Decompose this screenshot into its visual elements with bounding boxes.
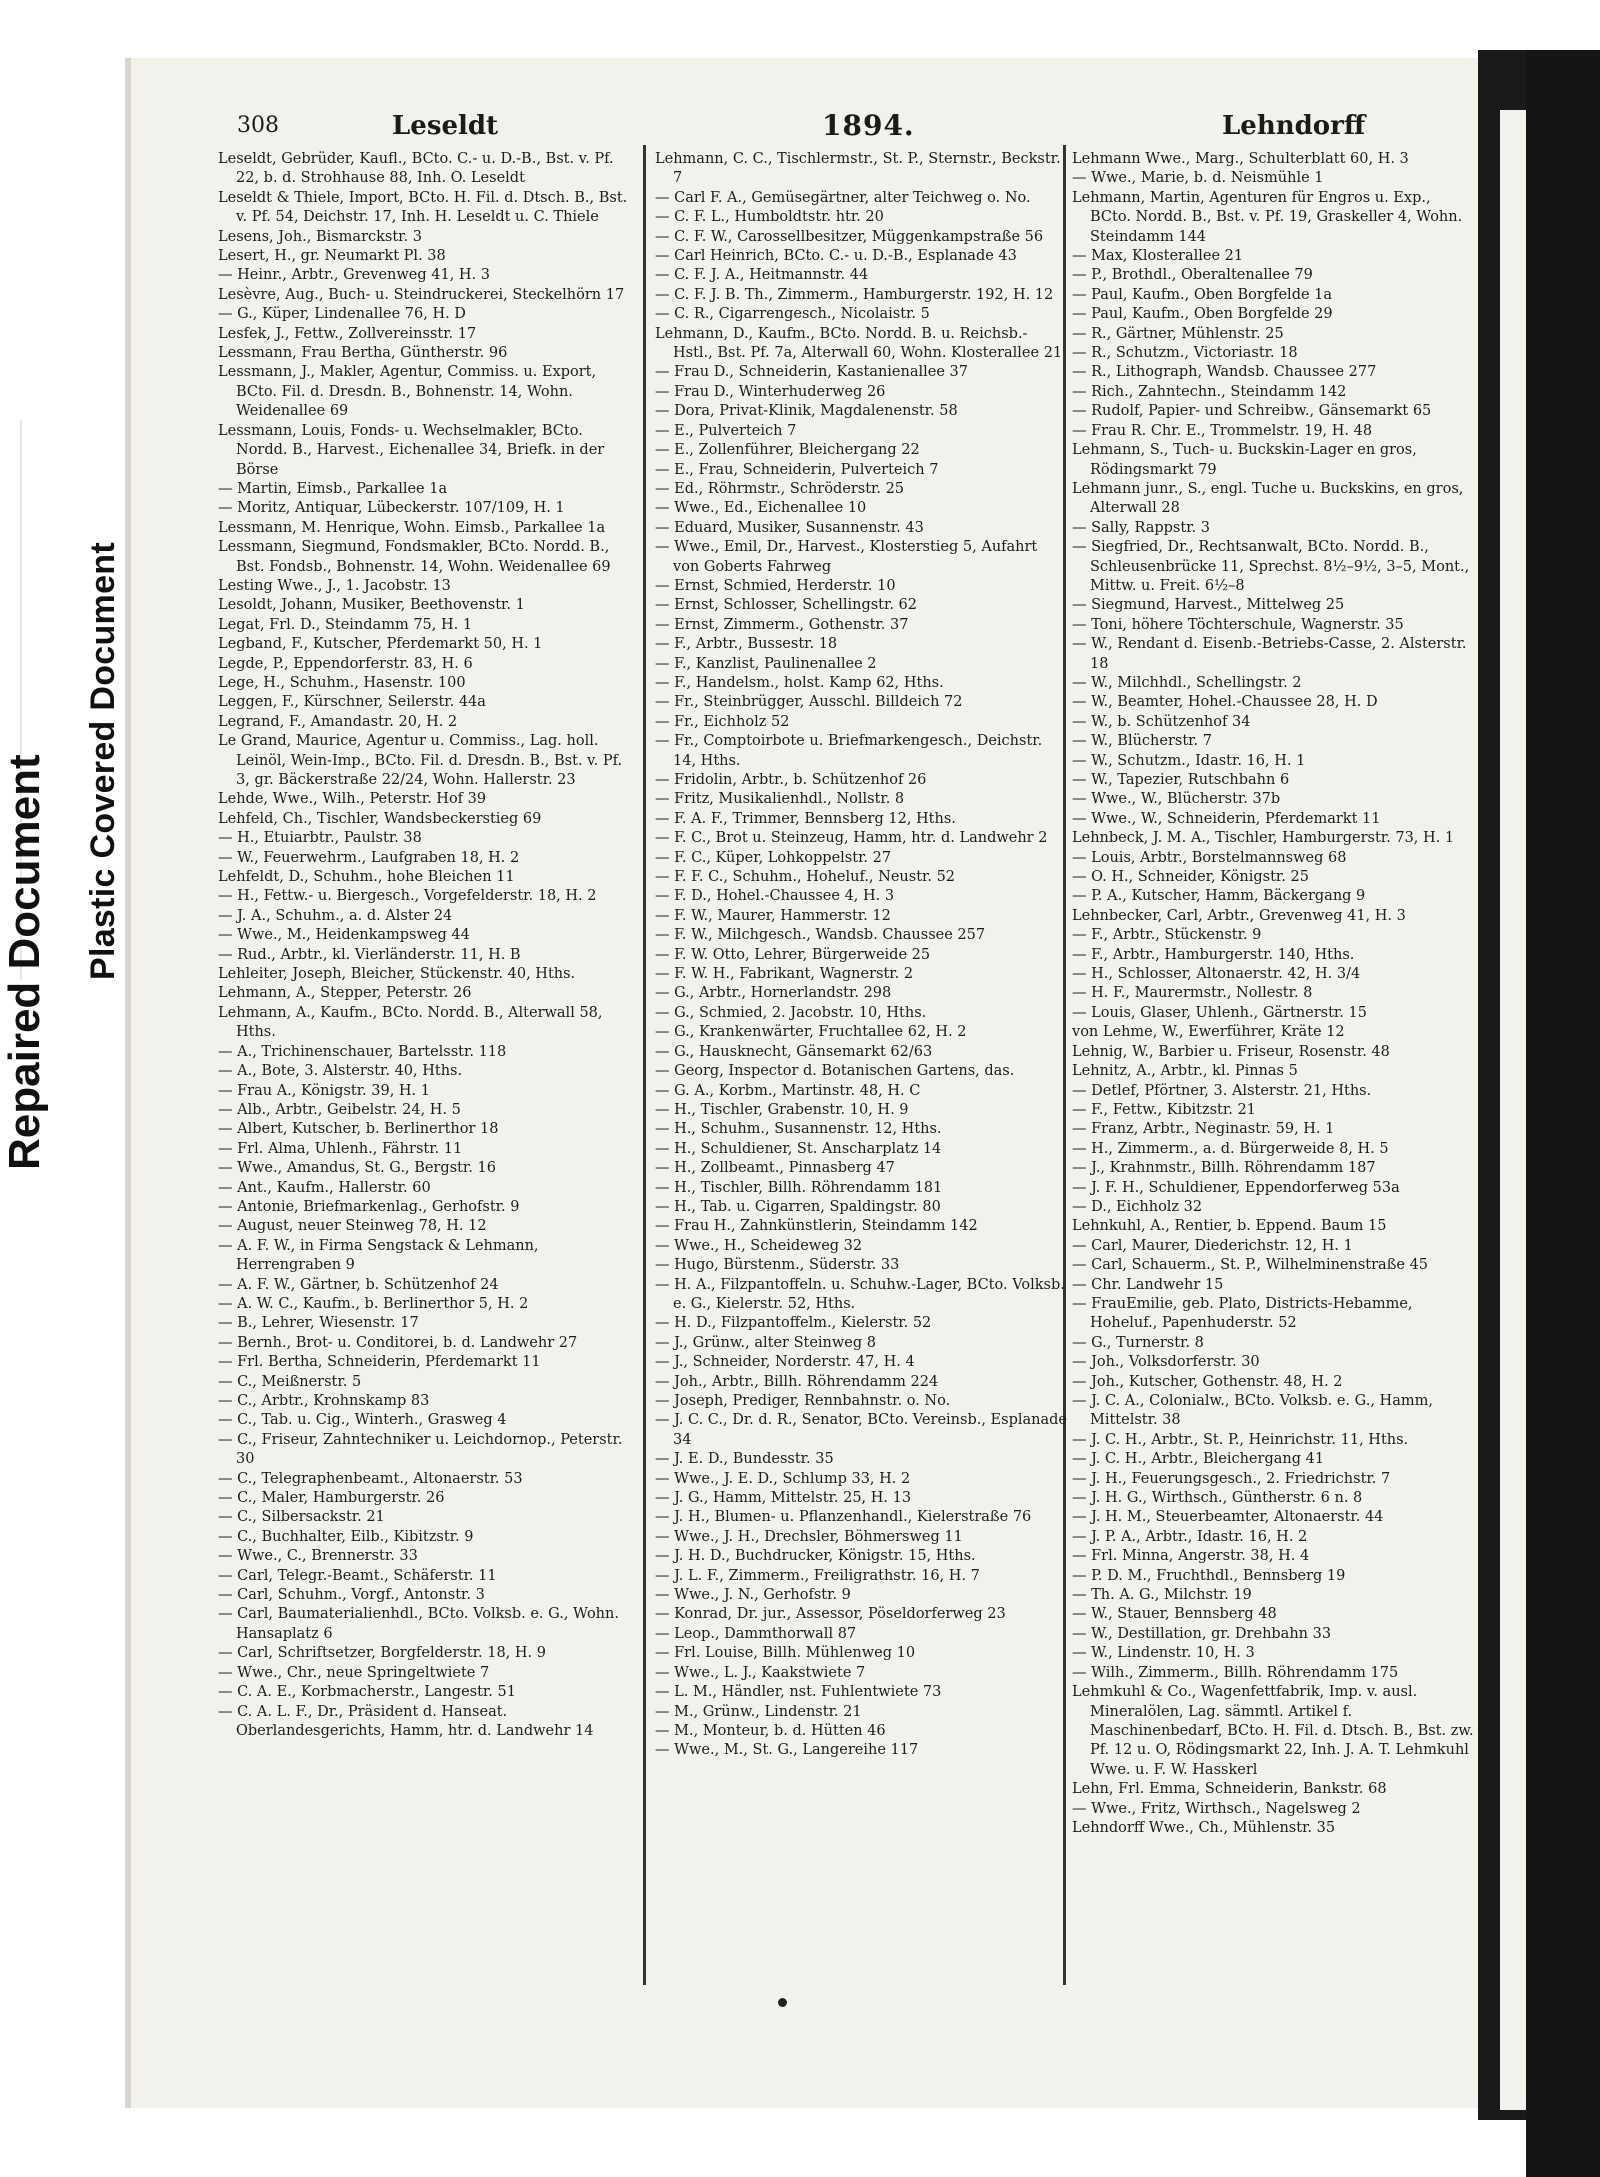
directory-entry: — Frl. Minna, Angerstr. 38, H. 4 <box>1072 1548 1310 1565</box>
directory-entry: Lesoldt, Johann, Musiker, Beethovenstr. 1 <box>218 597 525 614</box>
repaired-document-stamp: Repaired Document <box>0 754 49 1170</box>
column-divider <box>643 145 646 1985</box>
directory-entry: — Sally, Rappstr. 3 <box>1072 519 1210 536</box>
directory-entry: — C. F. L., Humboldtstr. htr. 20 <box>655 209 884 226</box>
directory-entry: Lesens, Joh., Bismarckstr. 3 <box>218 228 422 245</box>
directory-entry: — G., Krankenwärter, Fruchtallee 62, H. 2 <box>655 1024 967 1041</box>
directory-entry: — Wwe., H., Scheideweg 32 <box>655 1237 863 1254</box>
directory-entry: — J. H. G., Wirthsch., Güntherstr. 6 n. 8 <box>1072 1490 1363 1507</box>
directory-entry: — Wilh., Zimmerm., Billh. Röhrendamm 175 <box>1072 1664 1399 1681</box>
directory-entry: — Paul, Kaufm., Oben Borgfelde 1a <box>1072 286 1333 303</box>
directory-entry: Lehnbecker, Carl, Arbtr., Grevenweg 41, H. 3 <box>1072 907 1406 924</box>
directory-entry: — W., Feuerwehrm., Laufgraben 18, H. 2 <box>218 849 520 866</box>
directory-entry: Lehleiter, Joseph, Bleicher, Stückenstr. 40, Hths. <box>218 966 576 983</box>
directory-entry: — R., Lithograph, Wandsb. Chaussee 277 <box>1072 364 1377 381</box>
directory-entry: — Frl. Bertha, Schneiderin, Pferdemarkt 11 <box>218 1354 541 1371</box>
directory-entry: Leggen, F., Kürschner, Seilerstr. 44a <box>218 694 486 711</box>
scan-margin <box>0 0 125 2177</box>
directory-entry: — Joseph, Prediger, Rennbahnstr. o. No. <box>655 1393 951 1409</box>
directory-entry: — J. H., Feuerungsgesch., 2. Friedrichstr. 7 <box>1072 1470 1391 1487</box>
directory-entry: — Toni, höhere Töchterschule, Wagnerstr. 35 <box>1072 616 1404 633</box>
directory-entry: — W., Rendant d. Eisenb.-Betriebs-Casse, 2. Alsterstr. 18 <box>1072 636 1467 672</box>
directory-entry: — J. P. A., Arbtr., Idastr. 16, H. 2 <box>1072 1528 1308 1545</box>
directory-entry: — Fridolin, Arbtr., b. Schützenhof 26 <box>655 772 927 788</box>
directory-entry: — Carl, Maurer, Diederichstr. 12, H. 1 <box>1072 1237 1353 1254</box>
directory-entry: — G., Schmied, 2. Jacobstr. 10, Hths. <box>655 1004 927 1021</box>
directory-entry: — E., Zollenführer, Bleichergang 22 <box>655 442 920 459</box>
directory-entry: — J. G., Hamm, Mittelstr. 25, H. 13 <box>655 1490 912 1507</box>
directory-entry: — Joh., Kutscher, Gothenstr. 48, H. 2 <box>1072 1373 1343 1390</box>
directory-entry: Legband, F., Kutscher, Pferdemarkt 50, H. 1 <box>218 636 543 653</box>
directory-entry: — R., Schutzm., Victoriastr. 18 <box>1072 345 1298 362</box>
directory-entry: — G., Hausknecht, Gänsemarkt 62/63 <box>655 1043 933 1060</box>
directory-entry: — Wwe., J. E. D., Schlump 33, H. 2 <box>655 1470 911 1487</box>
directory-entry: — J. L. F., Zimmerm., Freiligrathstr. 16, H. 7 <box>655 1567 980 1584</box>
directory-entry: — Ant., Kaufm., Hallerstr. 60 <box>218 1179 431 1196</box>
directory-entry: — Dora, Privat-Klinik, Magdalenenstr. 58 <box>655 403 958 420</box>
directory-entry: — F. C., Brot u. Steinzeug, Hamm, htr. d. Landwehr 2 <box>655 830 1048 847</box>
directory-column-2 <box>655 150 1067 1990</box>
directory-entry: — Wwe., Emil, Dr., Harvest., Klosterstieg 5, Aufahrt von Goberts Fahrweg <box>655 539 1038 575</box>
directory-entry: — J. C. H., Arbtr., St. P., Heinrichstr. 11, Hths. <box>1072 1431 1409 1448</box>
directory-entry: — Joh., Arbtr., Billh. Röhrendamm 224 <box>655 1373 939 1390</box>
directory-entry: — H. A., Filzpantoffeln. u. Schuhw.-Lager, BCto. Volksb. e. G., Kielerstr. 52, Hths. <box>655 1276 1065 1312</box>
directory-entry: — Detlef, Pförtner, 3. Alsterstr. 21, Hths. <box>1072 1082 1372 1099</box>
directory-entry: — A. F. W., Gärtner, b. Schützenhof 24 <box>218 1276 499 1293</box>
directory-entry: — H., Zollbeamt., Pinnasberg 47 <box>655 1160 895 1177</box>
directory-entry: — Frau H., Zahnkünstlerin, Steindamm 142 <box>655 1218 978 1235</box>
directory-entry: Legrand, F., Amandastr. 20, H. 2 <box>218 713 458 730</box>
directory-entry: — J. F. H., Schuldiener, Eppendorferweg 53a <box>1072 1179 1400 1196</box>
directory-entry: — C. R., Cigarrengesch., Nicolaistr. 5 <box>655 306 930 323</box>
directory-entry: Lehmann, S., Tuch- u. Buckskin-Lager en gros, Rödingsmarkt 79 <box>1072 442 1417 478</box>
directory-entry: — G., Turnerstr. 8 <box>1072 1334 1204 1351</box>
directory-entry: Lege, H., Schuhm., Hasenstr. 100 <box>218 674 466 691</box>
directory-entry: — Carl F. A., Gemüsegärtner, alter Teichweg o. No. <box>655 189 1031 206</box>
directory-entry: Lehmann, A., Stepper, Peterstr. 26 <box>218 985 472 1002</box>
directory-entry: — Siegfried, Dr., Rechtsanwalt, BCto. Nordd. B., Schleusenbrücke 11, Sprechst. 8½–9½, 3–5, Mont., Mittw. u. Freit. 6½–8 <box>1072 539 1470 594</box>
directory-entry: Lessmann, Siegmund, Fondsmakler, BCto. Nordd. B., Bst. Fondsb., Bohnenstr. 14, Wohn. Weidenallee 69 <box>218 539 611 575</box>
directory-entry: — Wwe., M., St. G., Langereihe 117 <box>655 1742 919 1759</box>
directory-entry: — J., Schneider, Norderstr. 47, H. 4 <box>655 1354 915 1371</box>
directory-entry: — C., Maler, Hamburgerstr. 26 <box>218 1490 445 1507</box>
directory-entry: — F., Arbtr., Stückenstr. 9 <box>1072 927 1262 944</box>
directory-entry: — D., Eichholz 32 <box>1072 1198 1203 1215</box>
directory-entry: — FrauEmilie, geb. Plato, Districts-Hebamme, Hoheluf., Papenhuderstr. 52 <box>1072 1295 1413 1332</box>
directory-entry: — Leop., Dammthorwall 87 <box>655 1625 857 1642</box>
directory-entry: — Siegmund, Harvest., Mittelweg 25 <box>1072 597 1345 614</box>
directory-entry: Legde, P., Eppendorferstr. 83, H. 6 <box>218 655 473 672</box>
directory-entry: — W., b. Schützenhof 34 <box>1072 713 1251 730</box>
directory-entry: — Frau A., Königstr. 39, H. 1 <box>218 1082 431 1099</box>
directory-entry: — C. F. W., Carossellbesitzer, Müggenkampstraße 56 <box>655 228 1044 245</box>
directory-entry: — Wwe., W., Schneiderin, Pferdemarkt 11 <box>1072 810 1381 827</box>
directory-entry: — Carl, Baumaterialienhdl., BCto. Volksb. e. G., Wohn. Hansaplatz 6 <box>218 1606 619 1642</box>
directory-entry: Lehfeldt, D., Schuhm., hohe Bleichen 11 <box>218 869 515 886</box>
directory-entry: — W., Blücherstr. 7 <box>1072 733 1212 750</box>
directory-entry: — M., Monteur, b. d. Hütten 46 <box>655 1722 886 1739</box>
directory-entry: — Wwe., Chr., neue Springeltwiete 7 <box>218 1664 490 1681</box>
directory-entry: — Carl, Telegr.-Beamt., Schäferstr. 11 <box>218 1567 497 1584</box>
directory-entry: — P. D. M., Fruchthdl., Bennsberg 19 <box>1072 1567 1346 1584</box>
directory-entry: — C. A. L. F., Dr., Präsident d. Hanseat. Oberlandesgerichts, Hamm, htr. d. Landwehr 14 <box>218 1703 594 1739</box>
directory-entry: — Ernst, Schmied, Herderstr. 10 <box>655 577 896 594</box>
header-right-word: Lehndorff <box>1222 111 1366 141</box>
directory-entry: — H., Fettw.- u. Biergesch., Vorgefelderstr. 18, H. 2 <box>218 888 597 905</box>
directory-entry: — Bernh., Brot- u. Conditorei, b. d. Landwehr 27 <box>218 1334 578 1351</box>
directory-entry: — Frl. Alma, Uhlenh., Fährstr. 11 <box>218 1140 463 1157</box>
directory-entry: — J. A., Schuhm., a. d. Alster 24 <box>218 907 453 924</box>
directory-entry: — Wwe., Fritz, Wirthsch., Nagelsweg 2 <box>1072 1800 1361 1817</box>
directory-entry: Le Grand, Maurice, Agentur u. Commiss., Lag. holl. Leinöl, Wein-Imp., BCto. Fil. d. Dresdn. B., Bst. v. Pf. 3, gr. Bäckerstraße 22/24, Wohn. Hallerstr. 23 <box>218 733 623 788</box>
directory-entry: — Wwe., Ed., Eichenallee 10 <box>655 500 867 517</box>
directory-entry: — J. H. M., Steuerbeamter, Altonaerstr. 44 <box>1072 1509 1384 1526</box>
directory-entry: Lehfeld, Ch., Tischler, Wandsbeckerstieg 69 <box>218 810 542 827</box>
directory-entry: — W., Beamter, Hohel.-Chaussee 28, H. D <box>1072 694 1378 711</box>
directory-entry: — Joh., Volksdorferstr. 30 <box>1072 1354 1260 1371</box>
directory-entry: — Georg, Inspector d. Botanischen Gartens, das. <box>655 1063 1015 1080</box>
directory-entry: — A., Bote, 3. Alsterstr. 40, Hths. <box>218 1063 463 1080</box>
directory-entry: — Ernst, Schlosser, Schellingstr. 62 <box>655 597 918 614</box>
directory-entry: — G., Küper, Lindenallee 76, H. D <box>218 306 466 323</box>
directory-entry: Lehnkuhl, A., Rentier, b. Eppend. Baum 15 <box>1072 1218 1387 1235</box>
directory-entry: — W., Lindenstr. 10, H. 3 <box>1072 1645 1255 1662</box>
directory-entry: — Wwe., L. J., Kaakstwiete 7 <box>655 1664 866 1681</box>
directory-entry: Lehndorff Wwe., Ch., Mühlenstr. 35 <box>1072 1819 1336 1836</box>
directory-entry: — Fr., Comptoirbote u. Briefmarkengesch., Deichstr. 14, Hths. <box>655 733 1043 769</box>
directory-entry: — H. F., Maurermstr., Nollestr. 8 <box>1072 985 1313 1002</box>
directory-entry: — C., Silbersackstr. 21 <box>218 1509 385 1526</box>
directory-entry: Lehmann, Martin, Agenturen für Engros u. Exp., BCto. Nordd. B., Bst. v. Pf. 19, Graskeller 4, Wohn. Steindamm 144 <box>1072 189 1463 245</box>
directory-entry: — J. C. A., Colonialw., BCto. Volksb. e. G., Hamm, Mittelstr. 38 <box>1072 1393 1433 1429</box>
directory-entry: — F., Fettw., Kibitzstr. 21 <box>1072 1101 1256 1118</box>
directory-entry: — F. W. Otto, Lehrer, Bürgerweide 25 <box>655 946 931 963</box>
directory-entry: — H., Schuldiener, St. Anscharplatz 14 <box>655 1140 942 1157</box>
directory-entry: — J., Grünw., alter Steinweg 8 <box>655 1334 876 1351</box>
directory-entry: — C., Buchhalter, Eilb., Kibitzstr. 9 <box>218 1528 474 1545</box>
directory-entry: — W., Schutzm., Idastr. 16, H. 1 <box>1072 752 1306 769</box>
plastic-covered-stamp: Plastic Covered Document <box>84 542 122 980</box>
directory-entry: — J. E. D., Bundesstr. 35 <box>655 1451 834 1468</box>
directory-entry: Lessmann, Frau Bertha, Güntherstr. 96 <box>218 345 508 362</box>
directory-entry: — M., Grünw., Lindenstr. 21 <box>655 1703 862 1720</box>
directory-entry: — C. F. J. B. Th., Zimmerm., Hamburgerstr. 192, H. 12 <box>655 286 1054 303</box>
directory-entry: Lehnig, W., Barbier u. Friseur, Rosenstr. 48 <box>1072 1043 1390 1060</box>
directory-entry: Lesfek, J., Fettw., Zollvereinsstr. 17 <box>218 325 477 342</box>
directory-entry: Lehde, Wwe., Wilh., Peterstr. Hof 39 <box>218 791 487 808</box>
directory-entry: — B., Lehrer, Wiesenstr. 17 <box>218 1315 419 1332</box>
directory-entry: — C., Telegraphenbeamt., Altonaerstr. 53 <box>218 1470 523 1487</box>
directory-entry: — Konrad, Dr. jur., Assessor, Pöseldorferweg 23 <box>655 1606 1006 1623</box>
directory-entry: — Carl Heinrich, BCto. C.- u. D.-B., Esplanade 43 <box>655 248 1017 265</box>
directory-entry: — F., Kanzlist, Paulinenallee 2 <box>655 655 877 672</box>
directory-entry: — Wwe., M., Heidenkampsweg 44 <box>218 927 470 944</box>
directory-entry: Lehmkuhl & Co., Wagenfettfabrik, Imp. v. ausl. Mineralölen, Lag. sämmtl. Artikel f. Maschinenbedarf, BCto. H. Fil. d. Dtsch. B., Bst. zw. Pf. 12 u. O, Rödingsmarkt 22, Inh. J. A. T. Lehmkuhl Wwe. u. F. W. Hasskerl <box>1072 1684 1474 1778</box>
directory-entry: — H., Tab. u. Cigarren, Spaldingstr. 80 <box>655 1198 941 1215</box>
directory-entry: Lessmann, Louis, Fonds- u. Wechselmakler, BCto. Nordd. B., Harvest., Eichenallee 34, Briefk. in der Börse <box>218 422 605 478</box>
directory-entry: — Frau D., Winterhuderweg 26 <box>655 383 886 400</box>
directory-entry: — J. H., Blumen- u. Pflanzenhandl., Kielerstraße 76 <box>655 1509 1032 1526</box>
directory-entry: — Alb., Arbtr., Geibelstr. 24, H. 5 <box>218 1101 461 1118</box>
directory-entry: — Wwe., W., Blücherstr. 37b <box>1072 791 1281 808</box>
directory-entry: — Carl, Schriftsetzer, Borgfelderstr. 18, H. 9 <box>218 1645 546 1662</box>
directory-entry: — G., Arbtr., Hornerlandstr. 298 <box>655 985 892 1002</box>
directory-entry: — Frau R. Chr. E., Trommelstr. 19, H. 48 <box>1072 422 1373 439</box>
directory-entry: — Eduard, Musiker, Susannenstr. 43 <box>655 519 924 536</box>
directory-entry: Leseldt & Thiele, Import, BCto. H. Fil. d. Dtsch. B., Bst. v. Pf. 54, Deichstr. 17, Inh. H. Leseldt u. C. Thiele <box>218 189 628 226</box>
directory-entry: — Heinr., Arbtr., Grevenweg 41, H. 3 <box>218 267 491 284</box>
directory-entry: — F., Arbtr., Hamburgerstr. 140, Hths. <box>1072 946 1355 963</box>
directory-entry: Lesèvre, Aug., Buch- u. Steindruckerei, Steckelhörn 17 <box>218 286 625 303</box>
directory-entry: — E., Frau, Schneiderin, Pulverteich 7 <box>655 461 939 478</box>
header-year: 1894. <box>822 109 915 142</box>
directory-entry: Lessmann, M. Henrique, Wohn. Eimsb., Parkallee 1a <box>218 519 606 536</box>
directory-entry: — Wwe., Amandus, St. G., Bergstr. 16 <box>218 1160 496 1177</box>
directory-entry: — F. W. H., Fabrikant, Wagnerstr. 2 <box>655 966 914 983</box>
directory-entry: — F., Arbtr., Bussestr. 18 <box>655 636 838 653</box>
directory-entry: Lessmann, J., Makler, Agentur, Commiss. u. Export, BCto. Fil. d. Dresdn. B., Bohnenstr. 14, Wohn. Weidenallee 69 <box>218 364 597 420</box>
directory-entry: — Albert, Kutscher, b. Berlinerthor 18 <box>218 1121 499 1138</box>
scan-dark-edge <box>1526 50 1600 2177</box>
directory-entry: — F. C., Küper, Lohkoppelstr. 27 <box>655 849 892 866</box>
directory-entry: — Antonie, Briefmarkenlag., Gerhofstr. 9 <box>218 1198 520 1215</box>
directory-entry: — C., Tab. u. Cig., Winterh., Grasweg 4 <box>218 1412 507 1429</box>
directory-entry: — W., Destillation, gr. Drehbahn 33 <box>1072 1625 1332 1642</box>
directory-entry: — C. F. J. A., Heitmannstr. 44 <box>655 267 869 284</box>
directory-entry: — Carl, Schauerm., St. P., Wilhelminenstraße 45 <box>1072 1257 1429 1274</box>
directory-column-3 <box>1072 150 1474 1990</box>
directory-entry: — Hugo, Bürstenm., Süderstr. 33 <box>655 1257 900 1274</box>
directory-entry: — G. A., Korbm., Martinstr. 48, H. C <box>655 1082 921 1099</box>
directory-entry: — H., Zimmerm., a. d. Bürgerweide 8, H. 5 <box>1072 1140 1389 1157</box>
directory-entry: — H. D., Filzpantoffelm., Kielerstr. 52 <box>655 1315 932 1332</box>
directory-entry: — C., Arbtr., Krohnskamp 83 <box>218 1393 430 1409</box>
directory-entry: — Th. A. G., Milchstr. 19 <box>1072 1587 1252 1604</box>
directory-entry: — F. W., Maurer, Hammerstr. 12 <box>655 907 891 924</box>
page-number: 308 <box>237 113 279 138</box>
directory-entry: — Rud., Arbtr., kl. Vierländerstr. 11, H. B <box>218 946 521 963</box>
directory-entry: — W., Milchhdl., Schellingstr. 2 <box>1072 674 1302 691</box>
directory-entry: — Wwe., J. H., Drechsler, Böhmersweg 11 <box>655 1528 963 1545</box>
directory-entry: — A. F. W., in Firma Sengstack & Lehmann, Herrengraben 9 <box>218 1237 539 1274</box>
directory-entry: — Frl. Louise, Billh. Mühlenweg 10 <box>655 1645 916 1662</box>
directory-entry: — Paul, Kaufm., Oben Borgfelde 29 <box>1072 306 1333 323</box>
directory-entry: — P., Brothdl., Oberaltenallee 79 <box>1072 267 1313 284</box>
directory-entry: — Ed., Röhrmstr., Schröderstr. 25 <box>655 480 905 497</box>
directory-entry: — Wwe., J. N., Gerhofstr. 9 <box>655 1587 851 1604</box>
directory-entry: — Fritz, Musikalienhdl., Nollstr. 8 <box>655 791 905 808</box>
directory-entry: Lesting Wwe., J., 1. Jacobstr. 13 <box>218 577 451 594</box>
directory-entry: — O. H., Schneider, Königstr. 25 <box>1072 869 1309 886</box>
directory-entry: — Chr. Landwehr 15 <box>1072 1276 1224 1293</box>
directory-entry: — F. F. C., Schuhm., Hoheluf., Neustr. 52 <box>655 869 956 886</box>
directory-entry: — Fr., Eichholz 52 <box>655 713 790 730</box>
directory-entry: von Lehme, W., Ewerführer, Kräte 12 <box>1072 1024 1345 1041</box>
directory-entry: Lehmann, C. C., Tischlermstr., St. P., Sternstr., Beckstr. 7 <box>655 151 1061 187</box>
directory-entry: — W., Stauer, Bennsberg 48 <box>1072 1606 1277 1623</box>
directory-entry: Lehmann junr., S., engl. Tuche u. Buckskins, en gros, Alterwall 28 <box>1072 480 1464 517</box>
directory-column-1 <box>218 150 636 1990</box>
directory-entry: — H., Schuhm., Susannenstr. 12, Hths. <box>655 1121 942 1138</box>
directory-entry: — Rich., Zahntechn., Steindamm 142 <box>1072 383 1347 400</box>
directory-entry: — H., Schlosser, Altonaerstr. 42, H. 3/4 <box>1072 966 1361 983</box>
header-left-word: Leseldt <box>392 111 499 141</box>
directory-entry: — Frau D., Schneiderin, Kastanienallee 37 <box>655 364 968 381</box>
directory-entry: — R., Gärtner, Mühlenstr. 25 <box>1072 325 1284 342</box>
directory-entry: Leseldt, Gebrüder, Kaufl., BCto. C.- u. D.-B., Bst. v. Pf. 22, b. d. Strohhause 88, Inh. O. Leseldt <box>218 151 614 187</box>
directory-entry: — J. H. D., Buchdrucker, Königstr. 15, Hths. <box>655 1548 976 1565</box>
directory-entry: Lehnbeck, J. M. A., Tischler, Hamburgerstr. 73, H. 1 <box>1072 830 1455 847</box>
directory-entry: — C. A. E., Korbmacherstr., Langestr. 51 <box>218 1684 516 1701</box>
directory-entry: — Fr., Steinbrügger, Ausschl. Billdeich 72 <box>655 694 963 711</box>
ink-dot <box>778 1998 787 2007</box>
directory-entry: Legat, Frl. D., Steindamm 75, H. 1 <box>218 616 473 633</box>
directory-entry: — F. A. F., Trimmer, Bennsberg 12, Hths. <box>655 810 956 827</box>
directory-entry: — August, neuer Steinweg 78, H. 12 <box>218 1218 487 1235</box>
directory-entry: — J. C. H., Arbtr., Bleichergang 41 <box>1072 1451 1325 1468</box>
directory-entry: Lehmann Wwe., Marg., Schulterblatt 60, H. 3 <box>1072 151 1409 167</box>
directory-entry: Lesert, H., gr. Neumarkt Pl. 38 <box>218 248 446 265</box>
directory-entry: — Ernst, Zimmerm., Gothenstr. 37 <box>655 616 909 633</box>
directory-entry: Lehmann, D., Kaufm., BCto. Nordd. B. u. Reichsb.-Hstl., Bst. Pf. 7a, Alterwall 60, Wohn. Klosterallee 21 <box>655 325 1063 362</box>
directory-entry: Lehn, Frl. Emma, Schneiderin, Bankstr. 68 <box>1072 1781 1387 1798</box>
directory-entry: — P. A., Kutscher, Hamm, Bäckergang 9 <box>1072 888 1366 905</box>
directory-entry: — Louis, Glaser, Uhlenh., Gärtnerstr. 15 <box>1072 1004 1367 1021</box>
directory-entry: — Wwe., Marie, b. d. Neismühle 1 <box>1072 170 1324 187</box>
directory-entry: — W., Tapezier, Rutschbahn 6 <box>1072 772 1290 788</box>
directory-entry: — E., Pulverteich 7 <box>655 422 797 439</box>
directory-entry: — Wwe., C., Brennerstr. 33 <box>218 1548 418 1565</box>
directory-entry: — F., Handelsm., holst. Kamp 62, Hths. <box>655 674 944 691</box>
directory-entry: — A. W. C., Kaufm., b. Berlinerthor 5, H. 2 <box>218 1295 529 1312</box>
directory-entry: — H., Tischler, Grabenstr. 10, H. 9 <box>655 1101 909 1118</box>
directory-entry: — H., Tischler, Billh. Röhrendamm 181 <box>655 1179 943 1196</box>
directory-entry: — L. M., Händler, nst. Fuhlentwiete 73 <box>655 1684 942 1701</box>
directory-entry: — J., Krahnmstr., Billh. Röhrendamm 187 <box>1072 1160 1376 1177</box>
directory-entry: — C., Friseur, Zahntechniker u. Leichdornop., Peterstr. 30 <box>218 1431 623 1468</box>
directory-entry: — F. W., Milchgesch., Wandsb. Chaussee 257 <box>655 927 986 944</box>
page-header <box>232 109 1392 153</box>
directory-entry: — H., Etuiarbtr., Paulstr. 38 <box>218 830 422 847</box>
directory-entry: — Moritz, Antiquar, Lübeckerstr. 107/109, H. 1 <box>218 500 565 517</box>
directory-entry: — Max, Klosterallee 21 <box>1072 248 1244 265</box>
directory-entry: — Carl, Schuhm., Vorgf., Antonstr. 3 <box>218 1587 485 1604</box>
directory-entry: — Rudolf, Papier- und Schreibw., Gänsemarkt 65 <box>1072 403 1432 420</box>
directory-entry: — Louis, Arbtr., Borstelmannsweg 68 <box>1072 849 1347 866</box>
directory-entry: — Franz, Arbtr., Neginastr. 59, H. 1 <box>1072 1121 1335 1138</box>
directory-entry: — F. D., Hohel.-Chaussee 4, H. 3 <box>655 888 895 905</box>
directory-entry: — C., Meißnerstr. 5 <box>218 1373 362 1390</box>
directory-entry: — Martin, Eimsb., Parkallee 1a <box>218 480 448 497</box>
directory-entry: Lehmann, A., Kaufm., BCto. Nordd. B., Alterwall 58, Hths. <box>218 1004 603 1041</box>
directory-entry: — A., Trichinenschauer, Bartelsstr. 118 <box>218 1043 507 1060</box>
directory-entry: — J. C. C., Dr. d. R., Senator, BCto. Vereinsb., Esplanade 34 <box>655 1412 1067 1448</box>
scan-right-border <box>1478 50 1526 2120</box>
directory-entry: Lehnitz, A., Arbtr., kl. Pinnas 5 <box>1072 1063 1298 1080</box>
